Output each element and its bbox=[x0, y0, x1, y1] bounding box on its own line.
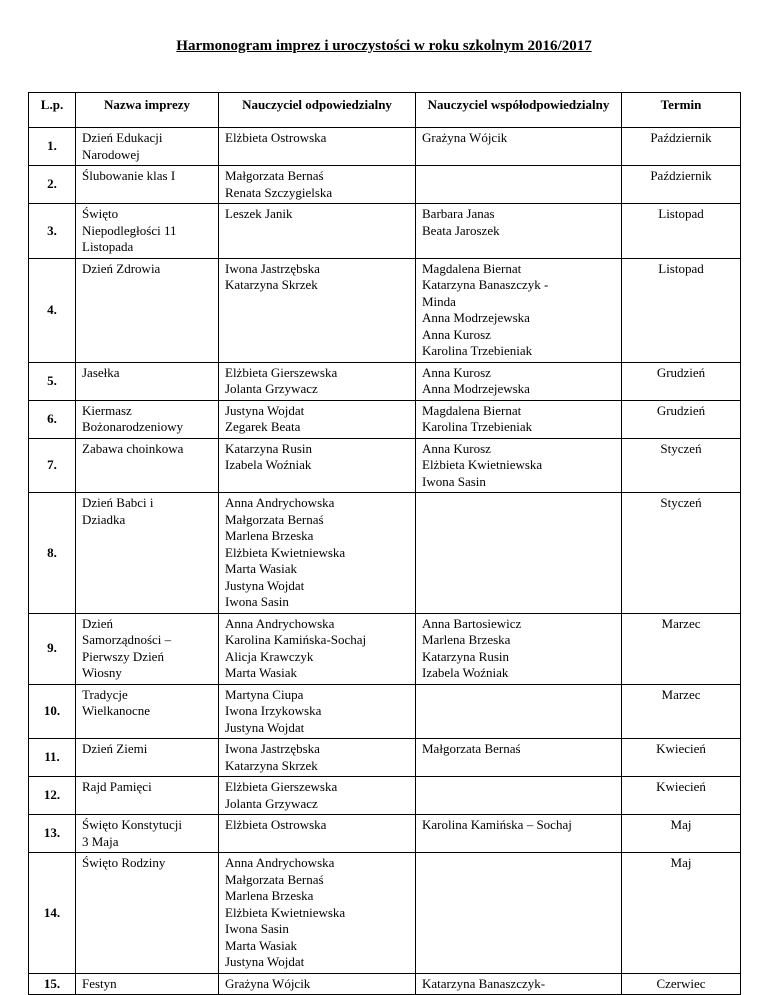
term: Styczeń bbox=[622, 438, 741, 493]
responsible-teachers-line: Justyna Wojdat bbox=[225, 577, 305, 593]
co-responsible-teachers-line: Anna Kurosz bbox=[422, 364, 491, 380]
table-row bbox=[29, 128, 741, 166]
co-responsible-teachers bbox=[416, 362, 622, 400]
event-name-line: 3 Maja bbox=[82, 833, 119, 849]
co-responsible-teachers-line: Anna Bartosiewicz bbox=[422, 615, 522, 631]
responsible-teachers-line: Iwona Sasin bbox=[225, 921, 289, 936]
responsible-teachers-line: Elżbieta Kwietniewska bbox=[225, 904, 346, 920]
responsible-teachers-line: Izabela Woźniak bbox=[225, 457, 312, 472]
event-name-line: Święto bbox=[82, 206, 119, 221]
responsible-teachers-line: Małgorzata Bernaś bbox=[225, 511, 324, 527]
co-responsible-teachers bbox=[416, 438, 622, 493]
event-name-line: Kiermasz bbox=[82, 402, 132, 418]
event-name-line: Zabawa choinkowa bbox=[82, 440, 184, 456]
responsible-teachers-line: Marta Wasiak bbox=[225, 937, 297, 953]
responsible-teachers-line: Katarzyna Skrzek bbox=[225, 757, 318, 773]
table-row bbox=[29, 613, 741, 684]
co-responsible-teachers-line: Iwona Sasin bbox=[422, 473, 486, 489]
responsible-teachers bbox=[219, 973, 416, 995]
event-name bbox=[76, 128, 219, 166]
event-name-line: Rajd Pamięci bbox=[82, 779, 152, 794]
event-name-line: Niepodległości 11 bbox=[82, 222, 177, 238]
responsible-teachers bbox=[219, 204, 416, 259]
table-row bbox=[29, 204, 741, 259]
term: Listopad bbox=[622, 204, 741, 259]
responsible-teachers-line: Zegarek Beata bbox=[225, 419, 301, 434]
responsible-teachers bbox=[219, 362, 416, 400]
responsible-teachers-line: Elżbieta Ostrowska bbox=[225, 817, 327, 832]
responsible-teachers-line: Leszek Janik bbox=[225, 206, 293, 221]
term: Maj bbox=[622, 815, 741, 853]
table-row bbox=[29, 493, 741, 614]
term: Listopad bbox=[622, 258, 741, 362]
event-name bbox=[76, 493, 219, 614]
co-responsible-teachers-line: Grażyna Wójcik bbox=[422, 130, 508, 145]
co-responsible-teachers bbox=[416, 258, 622, 362]
responsible-teachers bbox=[219, 853, 416, 974]
event-name bbox=[76, 777, 219, 815]
event-name-line: Samorządności – bbox=[82, 632, 172, 647]
event-name-line: Pierwszy Dzień bbox=[82, 648, 164, 664]
co-responsible-teachers-line: Anna Modrzejewska bbox=[422, 310, 530, 325]
co-responsible-teachers bbox=[416, 166, 622, 204]
event-name bbox=[76, 815, 219, 853]
row-number: 3. bbox=[29, 204, 76, 259]
responsible-teachers-line: Grażyna Wójcik bbox=[225, 975, 311, 991]
event-name-line: Dzień Zdrowia bbox=[82, 260, 161, 276]
responsible-teachers-line: Marta Wasiak bbox=[225, 561, 297, 576]
responsible-teachers-line: Jolanta Grzywacz bbox=[225, 381, 318, 396]
schedule-table bbox=[28, 92, 741, 995]
row-number: 14. bbox=[29, 853, 76, 974]
table-row bbox=[29, 815, 741, 853]
co-responsible-teachers bbox=[416, 684, 622, 739]
co-responsible-teachers bbox=[416, 400, 622, 438]
responsible-teachers-line: Marta Wasiak bbox=[225, 665, 297, 680]
table-row bbox=[29, 739, 741, 777]
event-name bbox=[76, 166, 219, 204]
responsible-teachers-line: Katarzyna Rusin bbox=[225, 440, 313, 456]
event-name bbox=[76, 739, 219, 777]
co-responsible-teachers-line: Karolina Trzebieniak bbox=[422, 343, 533, 358]
co-responsible-teachers bbox=[416, 739, 622, 777]
row-number: 7. bbox=[29, 438, 76, 493]
event-name-line: Jasełka bbox=[82, 364, 120, 380]
co-responsible-teachers-line: Beata Jaroszek bbox=[422, 222, 500, 238]
table-row bbox=[29, 166, 741, 204]
row-number: 13. bbox=[29, 815, 76, 853]
co-responsible-teachers-line: Elżbieta Kwietniewska bbox=[422, 457, 543, 472]
responsible-teachers bbox=[219, 815, 416, 853]
co-responsible-teachers-line: Magdalena Biernat bbox=[422, 260, 522, 276]
co-responsible-teachers-line: Małgorzata Bernaś bbox=[422, 741, 521, 756]
responsible-teachers bbox=[219, 166, 416, 204]
co-responsible-teachers bbox=[416, 128, 622, 166]
responsible-teachers bbox=[219, 684, 416, 739]
table-row bbox=[29, 973, 741, 995]
co-responsible-teachers-line: Izabela Woźniak bbox=[422, 665, 509, 680]
responsible-teachers-line: Martyna Ciupa bbox=[225, 686, 304, 702]
event-name bbox=[76, 973, 219, 995]
row-number: 15. bbox=[29, 973, 76, 995]
responsible-teachers-line: Iwona Irzykowska bbox=[225, 703, 322, 718]
co-responsible-teachers-line: Magdalena Biernat bbox=[422, 402, 522, 418]
responsible-teachers-line: Anna Andrychowska bbox=[225, 615, 335, 631]
co-responsible-teachers-line: Katarzyna Banaszczyk- bbox=[422, 975, 546, 991]
responsible-teachers-line: Justyna Wojdat bbox=[225, 719, 305, 735]
event-name bbox=[76, 684, 219, 739]
event-name-line: Święto Rodziny bbox=[82, 855, 166, 870]
event-name-line: Wielkanocne bbox=[82, 703, 151, 718]
row-number: 12. bbox=[29, 777, 76, 815]
responsible-teachers-line: Elżbieta Gierszewska bbox=[225, 364, 338, 380]
header-term: Termin bbox=[622, 93, 741, 128]
responsible-teachers bbox=[219, 128, 416, 166]
row-number: 6. bbox=[29, 400, 76, 438]
event-name bbox=[76, 438, 219, 493]
responsible-teachers-line: Jolanta Grzywacz bbox=[225, 795, 318, 811]
event-name bbox=[76, 204, 219, 259]
responsible-teachers-line: Alicja Krawczyk bbox=[225, 648, 314, 664]
term: Marzec bbox=[622, 684, 741, 739]
co-responsible-teachers-line: Minda bbox=[422, 293, 456, 309]
co-responsible-teachers-line: Karolina Trzebieniak bbox=[422, 419, 533, 434]
responsible-teachers bbox=[219, 739, 416, 777]
term: Marzec bbox=[622, 613, 741, 684]
table-row bbox=[29, 684, 741, 739]
responsible-teachers-line: Elżbieta Gierszewska bbox=[225, 779, 338, 794]
co-responsible-teachers bbox=[416, 204, 622, 259]
responsible-teachers-line: Iwona Jastrzębska bbox=[225, 741, 320, 756]
table-row bbox=[29, 438, 741, 493]
responsible-teachers bbox=[219, 400, 416, 438]
co-responsible-teachers-line: Katarzyna Rusin bbox=[422, 648, 510, 664]
responsible-teachers bbox=[219, 613, 416, 684]
table-header-row bbox=[29, 93, 741, 128]
term: Maj bbox=[622, 853, 741, 974]
table-row bbox=[29, 853, 741, 974]
event-name-line: Listopada bbox=[82, 239, 134, 254]
row-number: 9. bbox=[29, 613, 76, 684]
co-responsible-teachers-line: Marlena Brzeska bbox=[422, 632, 511, 647]
row-number: 1. bbox=[29, 128, 76, 166]
co-responsible-teachers bbox=[416, 613, 622, 684]
term: Kwiecień bbox=[622, 739, 741, 777]
event-name-line: Narodowej bbox=[82, 146, 140, 162]
header-event-name: Nazwa imprezy bbox=[76, 93, 219, 128]
responsible-teachers-line: Anna Andrychowska bbox=[225, 855, 335, 870]
event-name-line: Festyn bbox=[82, 975, 117, 991]
event-name-line: Bożonarodzeniowy bbox=[82, 419, 184, 434]
event-name-line: Dzień Ziemi bbox=[82, 741, 148, 756]
responsible-teachers bbox=[219, 258, 416, 362]
event-name bbox=[76, 258, 219, 362]
table-body bbox=[29, 128, 741, 995]
responsible-teachers-line: Małgorzata Bernaś bbox=[225, 871, 324, 887]
responsible-teachers bbox=[219, 493, 416, 614]
event-name-line: Ślubowanie klas I bbox=[82, 168, 176, 183]
co-responsible-teachers-line: Anna Modrzejewska bbox=[422, 381, 530, 396]
event-name-line: Dzień Babci i bbox=[82, 495, 154, 510]
event-name bbox=[76, 613, 219, 684]
responsible-teachers-line: Iwona Jastrzębska bbox=[225, 260, 320, 276]
row-number: 2. bbox=[29, 166, 76, 204]
header-lp: L.p. bbox=[29, 93, 76, 128]
term: Październik bbox=[622, 128, 741, 166]
responsible-teachers-line: Anna Andrychowska bbox=[225, 495, 335, 510]
responsible-teachers-line: Justyna Wojdat bbox=[225, 954, 305, 969]
row-number: 5. bbox=[29, 362, 76, 400]
co-responsible-teachers bbox=[416, 973, 622, 995]
responsible-teachers-line: Iwona Sasin bbox=[225, 594, 289, 609]
term: Kwiecień bbox=[622, 777, 741, 815]
co-responsible-teachers-line: Anna Kurosz bbox=[422, 326, 491, 342]
table-row bbox=[29, 400, 741, 438]
co-responsible-teachers bbox=[416, 777, 622, 815]
responsible-teachers-line: Elżbieta Ostrowska bbox=[225, 130, 327, 145]
co-responsible-teachers bbox=[416, 853, 622, 974]
event-name-line: Dziadka bbox=[82, 511, 126, 527]
table-row bbox=[29, 777, 741, 815]
event-name bbox=[76, 853, 219, 974]
responsible-teachers-line: Małgorzata Bernaś bbox=[225, 168, 324, 183]
responsible-teachers-line: Karolina Kamińska-Sochaj bbox=[225, 632, 367, 647]
event-name-line: Tradycje bbox=[82, 686, 128, 702]
page-title: Harmonogram imprez i uroczystości w roku szkolnym 2016/2017 bbox=[176, 38, 592, 54]
row-number: 10. bbox=[29, 684, 76, 739]
event-name-line: Dzień bbox=[82, 615, 114, 631]
event-name bbox=[76, 400, 219, 438]
event-name-line: Dzień Edukacji bbox=[82, 130, 163, 145]
co-responsible-teachers-line: Anna Kurosz bbox=[422, 440, 491, 456]
co-responsible-teachers bbox=[416, 493, 622, 614]
responsible-teachers-line: Renata Szczygielska bbox=[225, 184, 333, 200]
term: Grudzień bbox=[622, 362, 741, 400]
table-row bbox=[29, 258, 741, 362]
responsible-teachers bbox=[219, 777, 416, 815]
header-co-responsible-teacher: Nauczyciel współodpowiedzialny bbox=[416, 93, 622, 128]
responsible-teachers-line: Katarzyna Skrzek bbox=[225, 277, 318, 292]
term: Styczeń bbox=[622, 493, 741, 614]
row-number: 11. bbox=[29, 739, 76, 777]
term: Grudzień bbox=[622, 400, 741, 438]
co-responsible-teachers-line: Barbara Janas bbox=[422, 206, 495, 221]
co-responsible-teachers-line: Katarzyna Banaszczyk - bbox=[422, 277, 549, 292]
responsible-teachers-line: Marlena Brzeska bbox=[225, 528, 314, 543]
term: Październik bbox=[622, 166, 741, 204]
responsible-teachers-line: Justyna Wojdat bbox=[225, 402, 305, 418]
term: Czerwiec bbox=[622, 973, 741, 995]
responsible-teachers bbox=[219, 438, 416, 493]
responsible-teachers-line: Marlena Brzeska bbox=[225, 888, 314, 903]
co-responsible-teachers-line: Karolina Kamińska – Sochaj bbox=[422, 817, 572, 832]
row-number: 8. bbox=[29, 493, 76, 614]
event-name bbox=[76, 362, 219, 400]
event-name-line: Wiosny bbox=[82, 665, 122, 680]
event-name-line: Święto Konstytucji bbox=[82, 817, 183, 832]
table-row bbox=[29, 362, 741, 400]
co-responsible-teachers bbox=[416, 815, 622, 853]
row-number: 4. bbox=[29, 258, 76, 362]
header-responsible-teacher: Nauczyciel odpowiedzialny bbox=[219, 93, 416, 128]
responsible-teachers-line: Elżbieta Kwietniewska bbox=[225, 544, 346, 560]
